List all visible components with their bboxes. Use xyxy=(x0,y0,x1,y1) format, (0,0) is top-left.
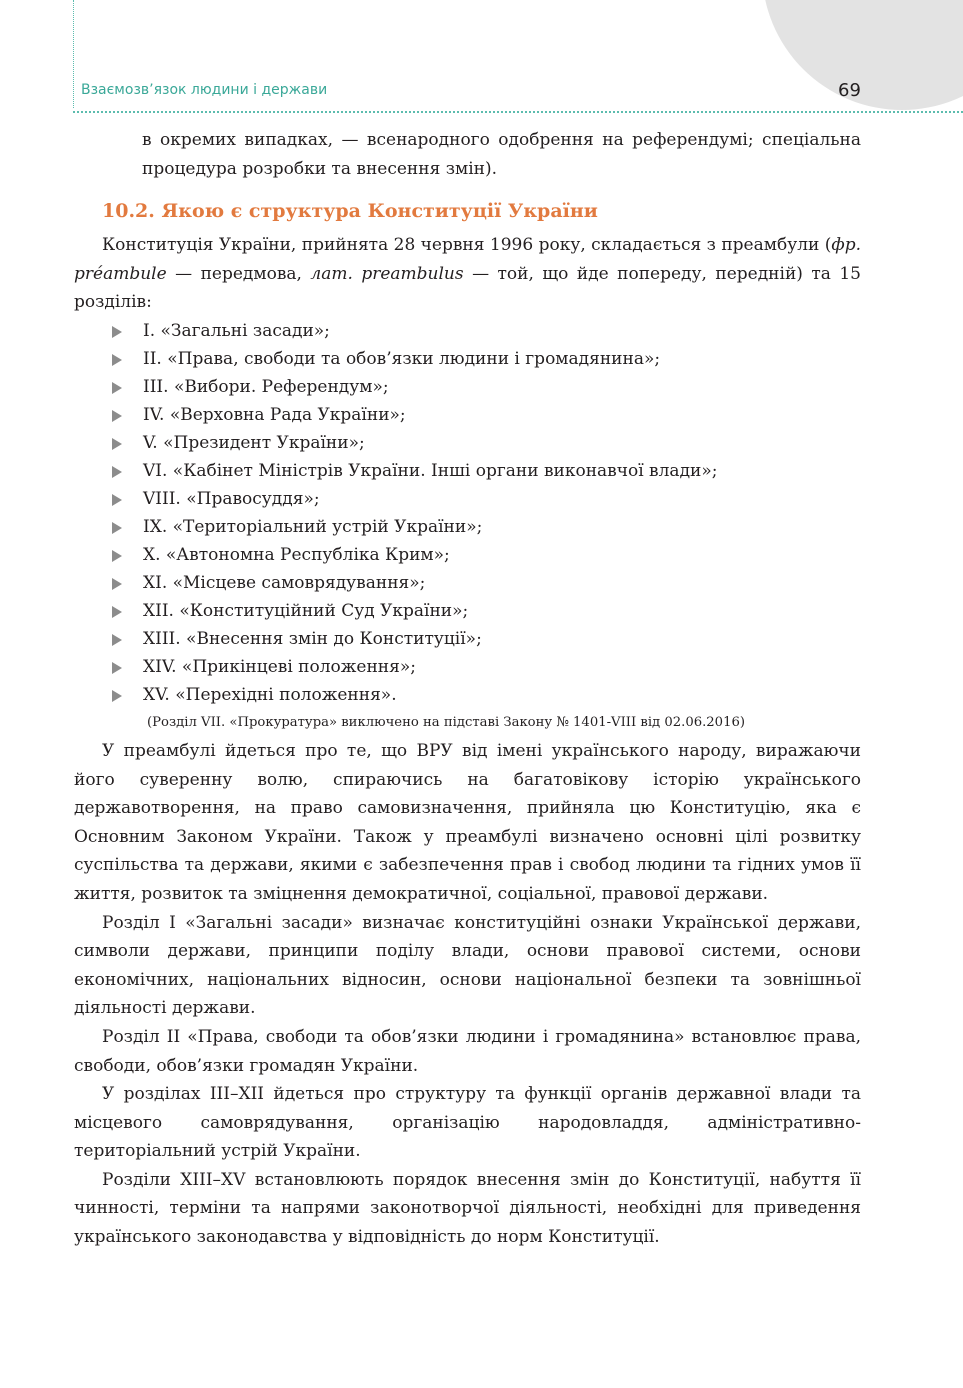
list-item xyxy=(112,317,861,345)
list-item-text: XV. «Перехідні положення». xyxy=(143,684,397,705)
excluded-section-note: (Розділ VII. «Прокуратура» виключено на підставі Закону № 1401-VIII від 02.06.2016) xyxy=(147,714,746,730)
sections-list xyxy=(74,317,861,709)
triangle-right-icon xyxy=(112,354,122,366)
triangle-right-icon xyxy=(112,578,122,590)
list-item xyxy=(112,569,861,597)
paragraph-preamble: У преамбулі йдеться про те, що ВРУ від імені українського народу, виражаючи його суверенну волю, спираючись на багатовікову історію українського державотворення, на право самовизначення, прийняла цю Конституцію, яка є Основним Законом України. Також у преамбулі визначено основні цілі розвитку суспільства та держави, якими є забезпечення прав і свобод людини та гідних умов її життя, розвиток та зміцнення демократичної, соціальної, правової держави. xyxy=(74,740,861,904)
running-head: Взаємозв’язок людини і держави xyxy=(81,82,328,98)
triangle-right-icon xyxy=(112,382,122,394)
triangle-right-icon xyxy=(112,550,122,562)
list-item-text: V. «Президент України»; xyxy=(143,432,365,453)
para1-text-2: — передмова, xyxy=(166,263,311,284)
list-item xyxy=(112,513,861,541)
triangle-right-icon xyxy=(112,522,122,534)
para1-italic-1: фр. préambule xyxy=(74,235,861,284)
triangle-right-icon xyxy=(112,606,122,618)
paragraph-structure xyxy=(74,231,861,317)
triangle-right-icon xyxy=(112,410,122,422)
list-item-text: X. «Автономна Республіка Крим»; xyxy=(143,544,450,565)
section-heading: 10.2. Якою є структура Конституції України xyxy=(102,200,598,223)
triangle-right-icon xyxy=(112,494,122,506)
list-item-text: IV. «Верховна Рада України»; xyxy=(143,404,406,425)
triangle-right-icon xyxy=(112,662,122,674)
margin-guide-line xyxy=(73,0,74,108)
page-number: 69 xyxy=(838,80,861,101)
triangle-right-icon xyxy=(112,326,122,338)
list-item xyxy=(112,625,861,653)
list-item xyxy=(112,345,861,373)
list-item xyxy=(112,373,861,401)
triangle-right-icon xyxy=(112,466,122,478)
list-item xyxy=(112,485,861,513)
header-rule xyxy=(73,111,963,113)
list-item xyxy=(112,653,861,681)
list-item-text: IX. «Територіальний устрій України»; xyxy=(143,516,483,537)
list-item-text: VIII. «Правосуддя»; xyxy=(143,488,320,509)
list-item-text: VI. «Кабінет Міністрів України. Інші органи виконавчої влади»; xyxy=(143,460,718,481)
list-item xyxy=(112,429,861,457)
list-item-text: II. «Права, свободи та обов’язки людини і громадянина»; xyxy=(143,348,661,369)
corner-decoration xyxy=(762,0,963,110)
list-item-text: XIV. «Прикінцеві положення»; xyxy=(143,656,416,677)
list-item xyxy=(112,401,861,429)
para1-italic-2: лат. preambulus xyxy=(310,263,464,284)
paragraph-section-2: Розділ II «Права, свободи та обов’язки людини і громадянина» встановлює права, свободи, обов’язки громадян України. xyxy=(74,1026,861,1076)
list-item xyxy=(112,541,861,569)
para1-text-3: — той, що йде попереду, передній) та 15 розділів: xyxy=(74,263,861,313)
list-item xyxy=(112,597,861,625)
triangle-right-icon xyxy=(112,634,122,646)
intro-continuation: в окремих випадках, — всенародного одобрення на референдумі; спеціальна процедура розробки та внесення змін). xyxy=(142,130,861,179)
list-item-text: XI. «Місцеве самоврядування»; xyxy=(143,572,426,593)
list-item-text: XIII. «Внесення змін до Конституції»; xyxy=(143,628,482,649)
paragraph-sections-13-15: Розділи XIII–XV встановлюють порядок внесення змін до Конституції, набуття її чинності, терміни та напрями законотворчої діяльності, необхідні для приведення українського законодавства у відповідність до норм Конституції. xyxy=(74,1169,861,1248)
list-item xyxy=(112,457,861,485)
list-item-text: III. «Вибори. Референдум»; xyxy=(143,376,389,397)
page-body xyxy=(74,126,861,1252)
paragraph-section-1: Розділ I «Загальні засади» визначає конституційні ознаки Української держави, символи держави, принципи поділу влади, основи правової системи, основи економічних, національних відносин, основи національної безпеки та зовнішньої діяльності держави. xyxy=(74,912,861,1019)
triangle-right-icon xyxy=(112,438,122,450)
paragraph-sections-3-12: У розділах III–XII йдеться про структуру та функції органів державної влади та місцевого самоврядування, організацію народовладдя, адміністративно-територіальний устрій України. xyxy=(74,1084,861,1162)
list-item-text: XII. «Конституційний Суд України»; xyxy=(143,600,469,621)
list-item-text: I. «Загальні засади»; xyxy=(143,320,330,341)
para1-text-1: Конституція України, прийнята 28 червня 1996 року, складається з преамбули ( xyxy=(102,235,832,256)
list-item xyxy=(112,681,861,709)
triangle-right-icon xyxy=(112,690,122,702)
